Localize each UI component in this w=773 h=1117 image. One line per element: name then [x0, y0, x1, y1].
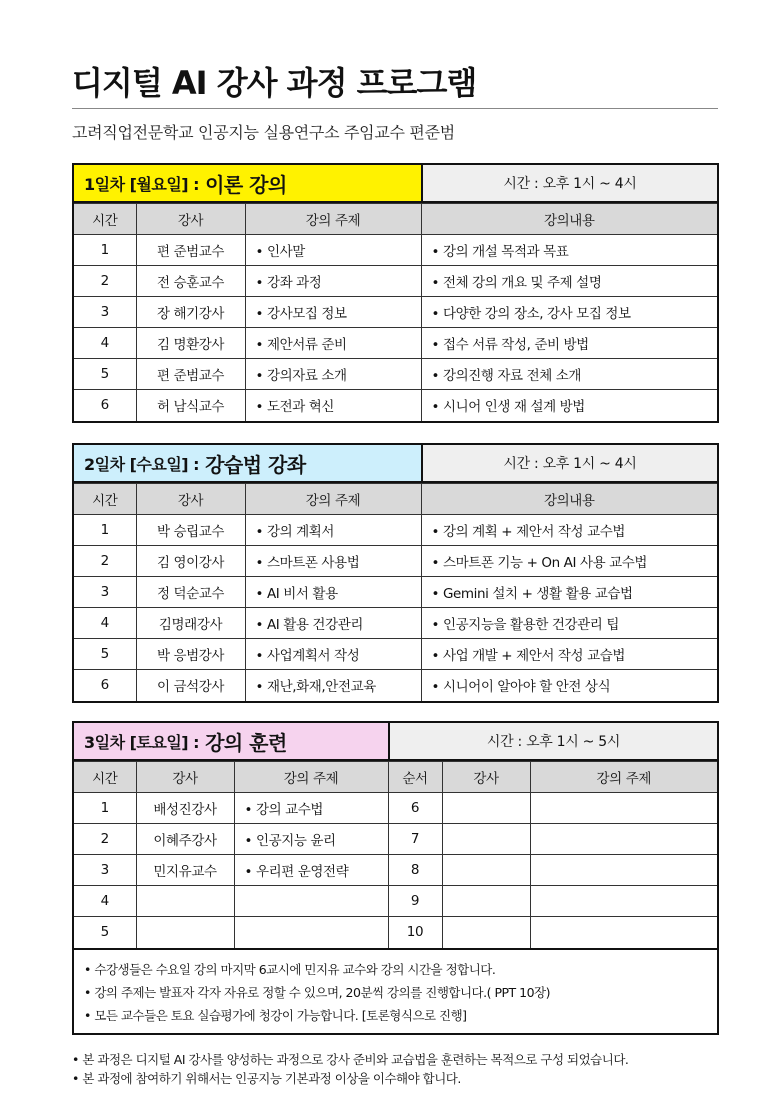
- table-cell: 배성진강사: [136, 793, 234, 824]
- table-cell: • 강의진행 자료 전체 소개: [421, 359, 717, 390]
- table-cell: 2: [74, 824, 136, 855]
- table-row: [74, 917, 717, 948]
- day3-title: 강의 훈련: [205, 730, 287, 755]
- table-row: [74, 793, 717, 824]
- table-cell: 이혜주강사: [136, 824, 234, 855]
- page-title: 디지털 AI 강사 과정 프로그램: [72, 64, 477, 102]
- table-row: [74, 670, 717, 701]
- col-header: 시간: [74, 762, 136, 793]
- table-cell: 8: [388, 855, 442, 886]
- day2-title-box: [74, 445, 423, 481]
- table-cell: [530, 917, 717, 948]
- table-cell: [530, 824, 717, 855]
- day2-title: 강습법 강좌: [205, 452, 306, 477]
- table-row: [74, 266, 717, 297]
- table-cell: [234, 886, 388, 917]
- table-cell: 4: [74, 608, 136, 639]
- day3-notes: [74, 948, 717, 1033]
- table-row: [74, 608, 717, 639]
- col-header: 강의 주제: [234, 762, 388, 793]
- table-cell: [136, 886, 234, 917]
- table-cell: • 사업 개발 + 제안서 작성 교습법: [421, 639, 717, 670]
- table-cell: • Gemini 설치 + 생활 활용 교습법: [421, 577, 717, 608]
- table-cell: 3: [74, 577, 136, 608]
- table-cell: [442, 824, 530, 855]
- table-cell: 김 명환강사: [136, 328, 245, 359]
- table-row: [74, 297, 717, 328]
- table-cell: 9: [388, 886, 442, 917]
- table-cell: 박 승립교수: [136, 515, 245, 546]
- table-cell: 전 승훈교수: [136, 266, 245, 297]
- table-cell: [530, 793, 717, 824]
- title-divider: [72, 108, 718, 109]
- table-row: [74, 886, 717, 917]
- page-subtitle: 고려직업전문학교 인공지능 실용연구소 주임교수 편준범: [72, 123, 455, 142]
- table-cell: • 스마트폰 기능 + On AI 사용 교수법: [421, 546, 717, 577]
- table-cell: 6: [74, 670, 136, 701]
- table-cell: 정 덕순교수: [136, 577, 245, 608]
- table-cell: [530, 886, 717, 917]
- table-cell: • 제안서류 준비: [245, 328, 421, 359]
- table-cell: 허 남식교수: [136, 390, 245, 421]
- table-cell: 4: [74, 328, 136, 359]
- note-item: • 모든 교수들은 토요 실습평가에 청강이 가능합니다. [토론형식으로 진행]: [84, 1007, 467, 1023]
- note-item: • 수강생들은 수요일 강의 마지막 6교시에 민지유 교수와 강의 시간을 정합니다.: [84, 961, 496, 977]
- col-header: 시간: [74, 484, 136, 515]
- col-header: 강사: [442, 762, 530, 793]
- table-row: [74, 824, 717, 855]
- table-header-row: [74, 204, 717, 235]
- footer-note: • 본 과정은 디지털 AI 강사를 양성하는 과정으로 강사 준비와 교습법을 훈련하는 목적으로 구성 되었습니다.: [72, 1052, 629, 1067]
- table-cell: 3: [74, 855, 136, 886]
- table-cell: [442, 793, 530, 824]
- day1-section: [72, 163, 719, 423]
- table-header-row: [74, 762, 717, 793]
- table-cell: 2: [74, 546, 136, 577]
- table-cell: • 강의자료 소개: [245, 359, 421, 390]
- table-cell: 2: [74, 266, 136, 297]
- table-cell: [442, 886, 530, 917]
- table-cell: • 강의 계획 + 제안서 작성 교수법: [421, 515, 717, 546]
- table-cell: 1: [74, 793, 136, 824]
- table-row: [74, 639, 717, 670]
- table-cell: [442, 855, 530, 886]
- col-header: 강의 주제: [530, 762, 717, 793]
- table-cell: • 재난,화재,안전교육: [245, 670, 421, 701]
- table-cell: 6: [74, 390, 136, 421]
- day3-title-box: [74, 723, 390, 759]
- table-cell: 김명래강사: [136, 608, 245, 639]
- day1-label: 1일차 [월요일] :: [84, 174, 200, 194]
- table-cell: 7: [388, 824, 442, 855]
- table-cell: 6: [388, 793, 442, 824]
- table-cell: [442, 917, 530, 948]
- day2-header: [74, 445, 717, 483]
- day1-header: [74, 165, 717, 203]
- day3-label: 3일차 [토요일] :: [84, 732, 200, 752]
- day1-title-box: [74, 165, 423, 201]
- note-item: • 강의 주제는 발표자 각자 자유로 정할 수 있으며, 20분씩 강의를 진행합니다.( PPT 10장): [84, 984, 551, 1000]
- table-cell: • 강사모집 정보: [245, 297, 421, 328]
- table-cell: 10: [388, 917, 442, 948]
- table-cell: • 접수 서류 작성, 준비 방법: [421, 328, 717, 359]
- table-cell: [136, 917, 234, 948]
- table-cell: • 강의 교수법: [234, 793, 388, 824]
- col-header: 강사: [136, 484, 245, 515]
- table-row: [74, 328, 717, 359]
- table-cell: 민지유교수: [136, 855, 234, 886]
- table-cell: • 스마트폰 사용법: [245, 546, 421, 577]
- table-row: [74, 515, 717, 546]
- table-row: [74, 577, 717, 608]
- table-cell: 5: [74, 917, 136, 948]
- table-cell: 5: [74, 639, 136, 670]
- table-cell: • 강좌 과정: [245, 266, 421, 297]
- day3-time: 시간 : 오후 1시 ~ 5시: [390, 723, 717, 759]
- col-header: 강사: [136, 204, 245, 235]
- table-cell: • AI 비서 활용: [245, 577, 421, 608]
- table-cell: • 시니어 인생 재 설계 방법: [421, 390, 717, 421]
- table-cell: 5: [74, 359, 136, 390]
- day3-header: [74, 723, 717, 761]
- col-header: 순서: [388, 762, 442, 793]
- table-cell: 편 준범교수: [136, 359, 245, 390]
- table-cell: [530, 855, 717, 886]
- table-cell: • 도전과 혁신: [245, 390, 421, 421]
- table-cell: • 전체 강의 개요 및 주제 설명: [421, 266, 717, 297]
- table-cell: 편 준범교수: [136, 235, 245, 266]
- table-cell: • 사업계획서 작성: [245, 639, 421, 670]
- day2-time: 시간 : 오후 1시 ~ 4시: [423, 445, 717, 481]
- table-cell: 3: [74, 297, 136, 328]
- day2-section: [72, 443, 719, 703]
- table-cell: 1: [74, 515, 136, 546]
- col-header: 강의 주제: [245, 204, 421, 235]
- day2-label: 2일차 [수요일] :: [84, 454, 200, 474]
- table-cell: 박 응범강사: [136, 639, 245, 670]
- day2-table: [74, 483, 717, 701]
- footer-note: • 본 과정에 참여하기 위해서는 인공지능 기본과정 이상을 이수해야 합니다.: [72, 1071, 461, 1086]
- table-row: [74, 390, 717, 421]
- table-cell: • 인사말: [245, 235, 421, 266]
- col-header: 강사: [136, 762, 234, 793]
- day1-table: [74, 203, 717, 421]
- table-cell: 1: [74, 235, 136, 266]
- table-cell: • AI 활용 건강관리: [245, 608, 421, 639]
- table-row: [74, 546, 717, 577]
- table-cell: 장 해기강사: [136, 297, 245, 328]
- col-header: 강의 주제: [245, 484, 421, 515]
- day3-section: [72, 721, 719, 1035]
- day1-title: 이론 강의: [205, 172, 287, 197]
- table-cell: • 강의 개설 목적과 목표: [421, 235, 717, 266]
- table-cell: • 강의 계획서: [245, 515, 421, 546]
- table-cell: • 우리편 운영전략: [234, 855, 388, 886]
- table-cell: • 시니어이 알아야 할 안전 상식: [421, 670, 717, 701]
- table-cell: [234, 917, 388, 948]
- day1-time: 시간 : 오후 1시 ~ 4시: [423, 165, 717, 201]
- table-header-row: [74, 484, 717, 515]
- footer-notes: [72, 1050, 628, 1088]
- day3-table: [74, 761, 717, 948]
- table-cell: • 인공지능을 활용한 건강관리 팁: [421, 608, 717, 639]
- table-cell: • 다양한 강의 장소, 강사 모집 정보: [421, 297, 717, 328]
- table-row: [74, 359, 717, 390]
- col-header: 강의내용: [421, 204, 717, 235]
- table-cell: 김 영이강사: [136, 546, 245, 577]
- col-header: 강의내용: [421, 484, 717, 515]
- table-cell: • 인공지능 윤리: [234, 824, 388, 855]
- col-header: 시간: [74, 204, 136, 235]
- table-row: [74, 855, 717, 886]
- table-cell: 4: [74, 886, 136, 917]
- table-cell: 이 금석강사: [136, 670, 245, 701]
- table-row: [74, 235, 717, 266]
